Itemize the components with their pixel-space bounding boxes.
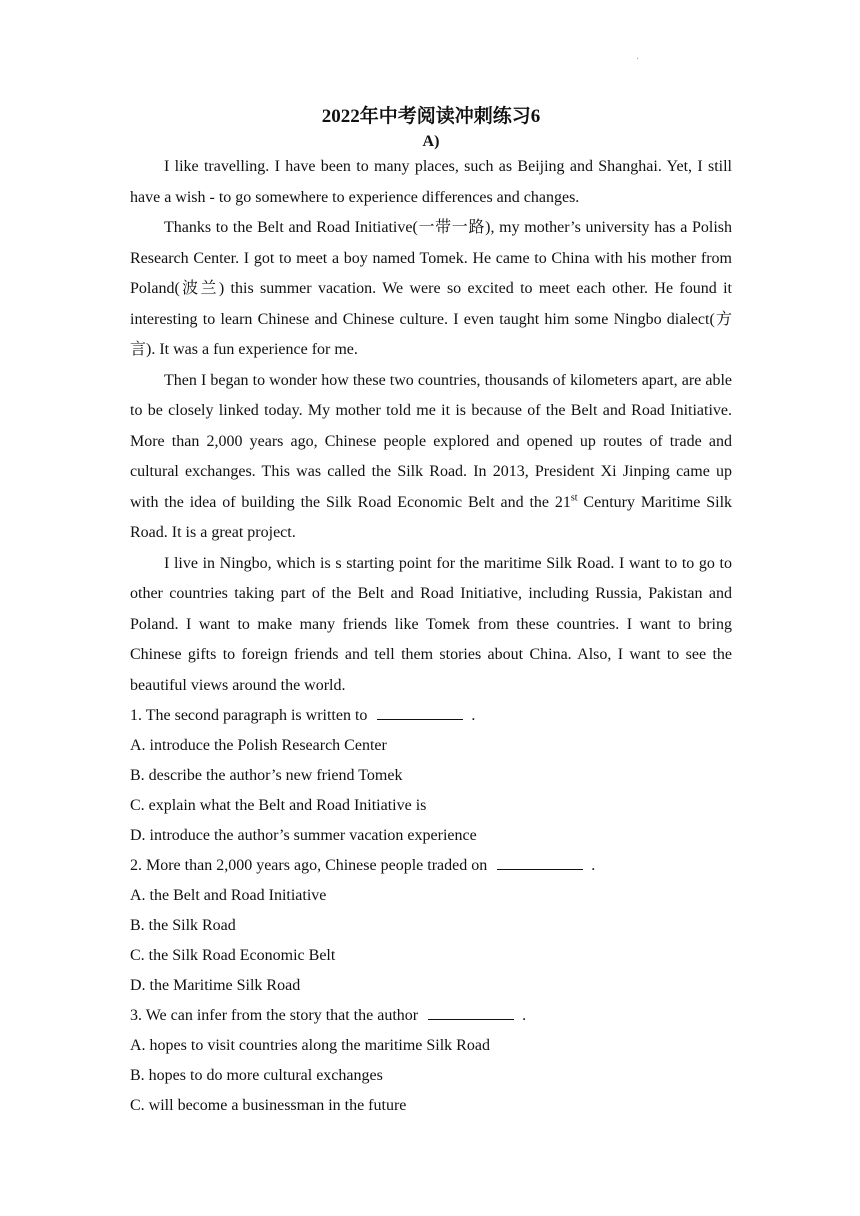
question-2-option-a: A. the Belt and Road Initiative — [130, 887, 327, 904]
paragraph-3 — [130, 366, 732, 549]
question-1-option-c: C. explain what the Belt and Road Initiative is — [130, 797, 427, 814]
paragraph-4: I live in Ningbo, which is s starting point for the maritime Silk Road. I want to to go to other countries taking part of the Belt and Road Initiative, including Russia, Pakistan and Poland. I want to make many friends like Tomek from these countries. I want to bring Chinese gifts to foreign friends and tell them stories about China. Also, I want to see the beautiful views around the world. — [130, 554, 732, 694]
paragraph-3-text-before: Then I began to wonder how these two countries, thousands of kilometers apart, are able to be closely linked today. My mother told me it is because of the Belt and Road Initiative. More than 2,000 years ago, Chinese people explored and opened up routes of trade and cultural exchanges. This was called the Silk Road. In 2013, President Xi Jinping came up with the idea of building the Silk Road Economic Belt and the 21 — [130, 371, 732, 511]
section-label: A) — [422, 133, 440, 150]
question-3-end: . — [522, 1007, 527, 1024]
question-1-end: . — [471, 707, 476, 724]
question-3-option-b: B. hopes to do more cultural exchanges — [130, 1067, 383, 1084]
paragraph-2: Thanks to the Belt and Road Initiative(一带一路), my mother’s university has a Polish Research Center. I got to meet a boy named Tomek. He came to China with his mother from Poland(波兰) this summer vacation. We were so excited to meet each other. He found it interesting to learn Chinese and Chinese culture. I even taught him some Ningbo dialect(方言). It was a fun experience for me. — [130, 219, 733, 358]
question-3 — [130, 1001, 732, 1031]
question-1-option-d: D. introduce the author’s summer vacation experience — [130, 827, 477, 844]
question-2 — [130, 851, 732, 881]
question-3-option-a: A. hopes to visit countries along the maritime Silk Road — [130, 1037, 490, 1054]
question-3-stem: 3. We can infer from the story that the author — [130, 1007, 419, 1024]
document-title: 2022年中考阅读冲刺练习6 — [321, 106, 541, 127]
question-2-stem: 2. More than 2,000 years ago, Chinese people traded on — [130, 857, 488, 874]
ordinal-suffix: st — [570, 492, 578, 504]
question-1-option-a: A. introduce the Polish Research Center — [130, 737, 387, 754]
answer-blank-1 — [377, 705, 463, 720]
question-2-option-c: C. the Silk Road Economic Belt — [130, 947, 336, 964]
question-1-stem: 1. The second paragraph is written to — [130, 707, 368, 724]
question-2-option-d: D. the Maritime Silk Road — [130, 977, 301, 994]
question-1-option-b: B. describe the author’s new friend Tomek — [130, 767, 403, 784]
question-1 — [130, 701, 732, 731]
answer-blank-3 — [428, 1005, 514, 1020]
paragraph-3-text-after: Century Maritime Silk Road. It is a great project. — [130, 493, 733, 541]
question-2-end: . — [591, 857, 596, 874]
question-2-option-b: B. the Silk Road — [130, 917, 236, 934]
answer-blank-2 — [497, 855, 583, 870]
document-page — [130, 102, 732, 1121]
paragraph-1: I like travelling. I have been to many places, such as Beijing and Shanghai. Yet, I still have a wish - to go somewhere to experience differences and changes. — [130, 158, 732, 206]
question-3-option-c: C. will become a businessman in the future — [130, 1097, 407, 1114]
corner-mark: · — [636, 54, 640, 65]
